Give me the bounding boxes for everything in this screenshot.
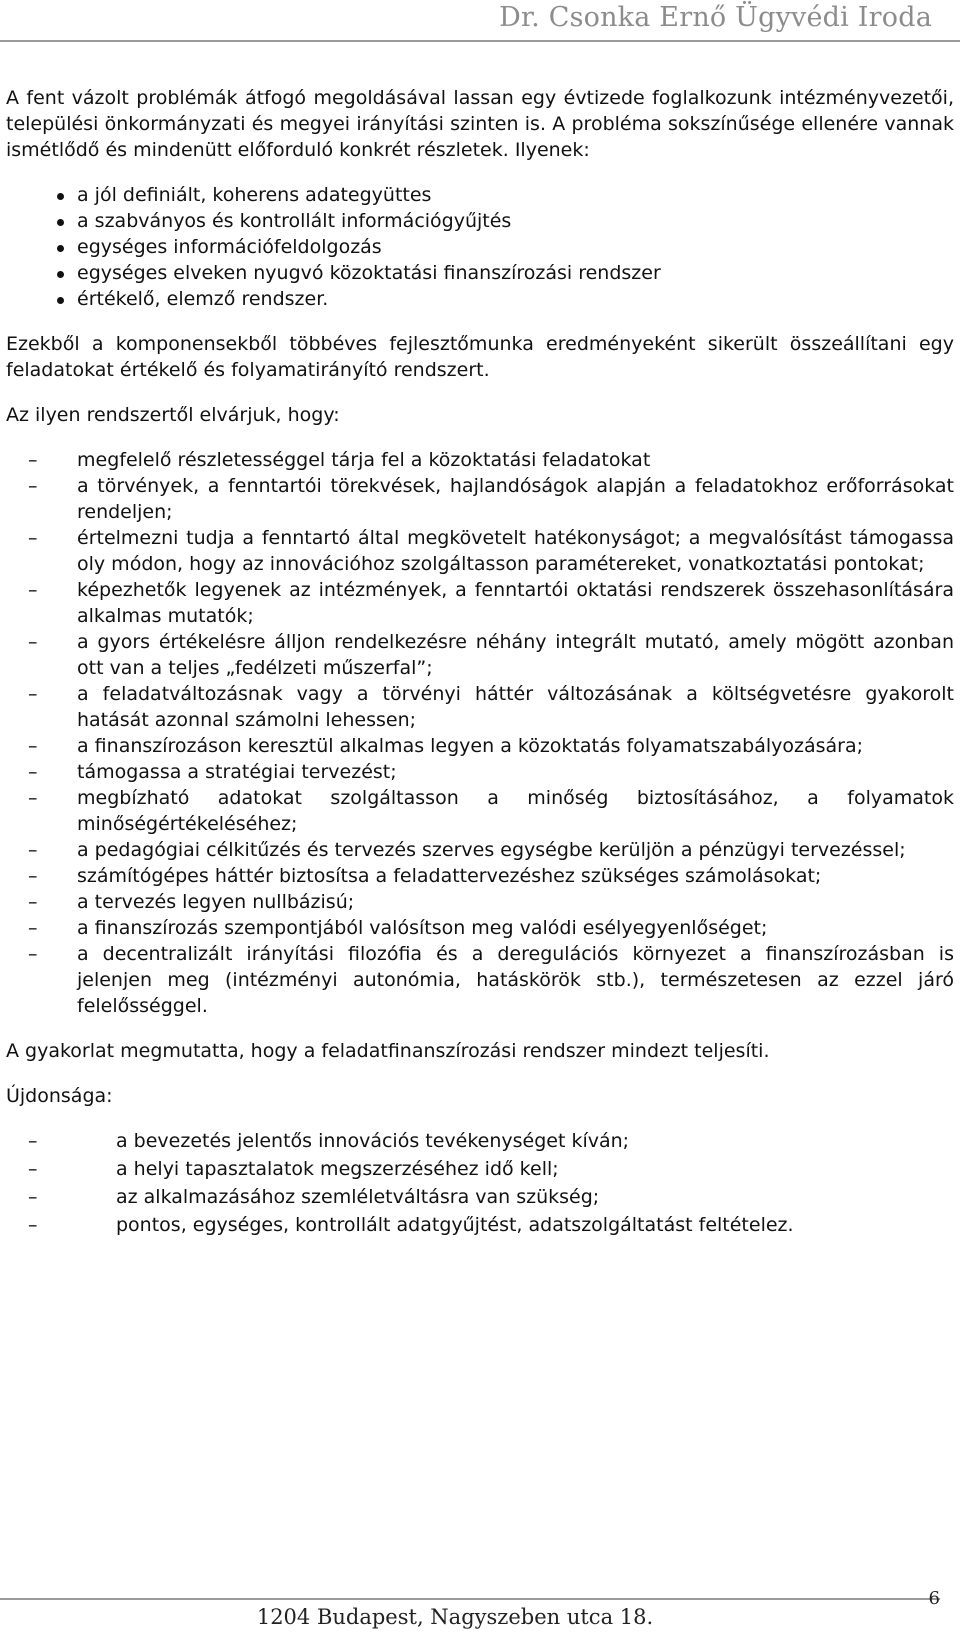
dash-marker: – bbox=[28, 943, 38, 965]
dash-marker: – bbox=[28, 683, 38, 705]
dash-marker: – bbox=[28, 917, 38, 939]
bullet-icon bbox=[57, 193, 64, 200]
dash-marker: – bbox=[28, 1214, 38, 1236]
expectation-item: – a pedagógiai célkitűzés és tervezés szerves egységbe kerüljön a pénzügyi tervezéssel; bbox=[28, 839, 906, 861]
expectation-item: – képezhetők legyenek az intézmények, a fenntartói oktatási rendszerek összehasonlítására alkalmas mutatók; bbox=[28, 579, 954, 627]
page-number: 6 bbox=[928, 1588, 940, 1609]
bullet-item: értékelő, elemző rendszer. bbox=[6, 286, 954, 312]
header-divider bbox=[0, 40, 960, 42]
footer-divider bbox=[0, 1598, 940, 1600]
dash-marker: – bbox=[28, 475, 38, 497]
bullet-list bbox=[6, 182, 954, 312]
dash-marker: – bbox=[28, 1130, 38, 1152]
expectation-item: – a törvények, a fenntartói törekvések, hajlandóságok alapján a feladatokhoz erőforrásokat rendeljen; bbox=[28, 475, 954, 523]
dash-marker: – bbox=[28, 787, 38, 809]
page-header-title: Dr. Csonka Ernő Ügyvédi Iroda bbox=[499, 2, 932, 33]
novelty-list bbox=[6, 1128, 954, 1240]
expectation-item: – a finanszírozás szempontjából valósítson meg valódi esélyegyenlőséget; bbox=[28, 917, 768, 939]
bullet-item: egységes információfeldolgozás bbox=[6, 234, 954, 260]
dash-marker: – bbox=[28, 865, 38, 887]
intro-paragraph: A fent vázolt problémák átfogó megoldásával lassan egy évtizede foglalkozunk intézményvezetői, települési önkormányzati és megyei irányítási szinten is. A probléma sokszínűsége ellenére vannak ismétlődő és mindenütt előforduló konkrét részletek. Ilyenek: bbox=[6, 87, 954, 161]
bullet-item: a jól definiált, koherens adategyüttes bbox=[6, 182, 954, 208]
expectation-item: – megbízható adatokat szolgáltasson a minőség biztosításához, a folyamatok minőségértékeléséhez; bbox=[28, 787, 954, 835]
expectation-item: – a decentralizált irányítási filozófia és a deregulációs környezet a finanszírozásban is jelenjen meg (intézményi autonómia, hatáskörök stb.), természetesen az ezzel járó felelősséggel. bbox=[28, 943, 954, 1017]
dash-marker: – bbox=[28, 1158, 38, 1180]
expectation-item: – a finanszírozáson keresztül alkalmas legyen a közoktatás folyamatszabályozására; bbox=[28, 735, 864, 757]
bullet-icon bbox=[57, 219, 64, 226]
document-body bbox=[6, 85, 954, 1240]
novelty-item: – a helyi tapasztalatok megszerzéséhez idő kell; bbox=[28, 1158, 559, 1180]
practice-paragraph: A gyakorlat megmutatta, hogy a feladatfinanszírozási rendszer mindezt teljesíti. bbox=[6, 1040, 770, 1062]
bullet-item: egységes elveken nyugvó közoktatási finanszírozási rendszer bbox=[6, 260, 954, 286]
expectation-item: – számítógépes háttér biztosítsa a feladattervezéshez szükséges számolásokat; bbox=[28, 865, 822, 887]
novelty-item: – pontos, egységes, kontrollált adatgyűjtést, adatszolgáltatást feltételez. bbox=[28, 1214, 794, 1236]
dash-marker: – bbox=[28, 527, 38, 549]
bullet-icon bbox=[57, 271, 64, 278]
expectations-list bbox=[6, 447, 954, 1019]
novelty-heading: Újdonsága: bbox=[6, 1085, 113, 1107]
novelty-item: – az alkalmazásához szemléletváltásra van szükség; bbox=[28, 1186, 600, 1208]
expectation-item: – megfelelő részletességgel tárja fel a közoktatási feladatokat bbox=[28, 449, 651, 471]
bullet-icon bbox=[57, 297, 64, 304]
expectation-item: – a tervezés legyen nullbázisú; bbox=[28, 891, 355, 913]
expectation-item: – a gyors értékelésre álljon rendelkezésre néhány integrált mutató, amely mögött azonban ott van a teljes „fedélzeti műszerfal”; bbox=[28, 631, 954, 679]
dash-marker: – bbox=[28, 891, 38, 913]
dash-marker: – bbox=[28, 1186, 38, 1208]
bullet-item: a szabványos és kontrollált információgyűjtés bbox=[6, 208, 954, 234]
footer-address: 1204 Budapest, Nagyszeben utca 18. bbox=[256, 1605, 654, 1629]
expectation-item: – a feladatváltozásnak vagy a törvényi háttér változásának a költségvetésre gyakorolt hatását azonnal számolni lehessen; bbox=[28, 683, 954, 731]
dash-marker: – bbox=[28, 761, 38, 783]
expectations-intro: Az ilyen rendszertől elvárjuk, hogy: bbox=[6, 404, 340, 426]
bullet-icon bbox=[57, 245, 64, 252]
components-paragraph: Ezekből a komponensekből többéves fejlesztőmunka eredményeként sikerült összeállítani egy feladatokat értékelő és folyamatirányító rendszert. bbox=[6, 333, 954, 381]
dash-marker: – bbox=[28, 449, 38, 471]
expectation-item: – támogassa a stratégiai tervezést; bbox=[28, 761, 397, 783]
dash-marker: – bbox=[28, 579, 38, 601]
dash-marker: – bbox=[28, 631, 38, 653]
expectation-item: – értelmezni tudja a fenntartó által megkövetelt hatékonyságot; a megvalósítást támogassa oly módon, hogy az innovációhoz szolgáltasson paramétereket, vonatkoztatási pontokat; bbox=[28, 527, 954, 575]
dash-marker: – bbox=[28, 735, 38, 757]
novelty-item: – a bevezetés jelentős innovációs tevékenységet kíván; bbox=[28, 1130, 630, 1152]
dash-marker: – bbox=[28, 839, 38, 861]
